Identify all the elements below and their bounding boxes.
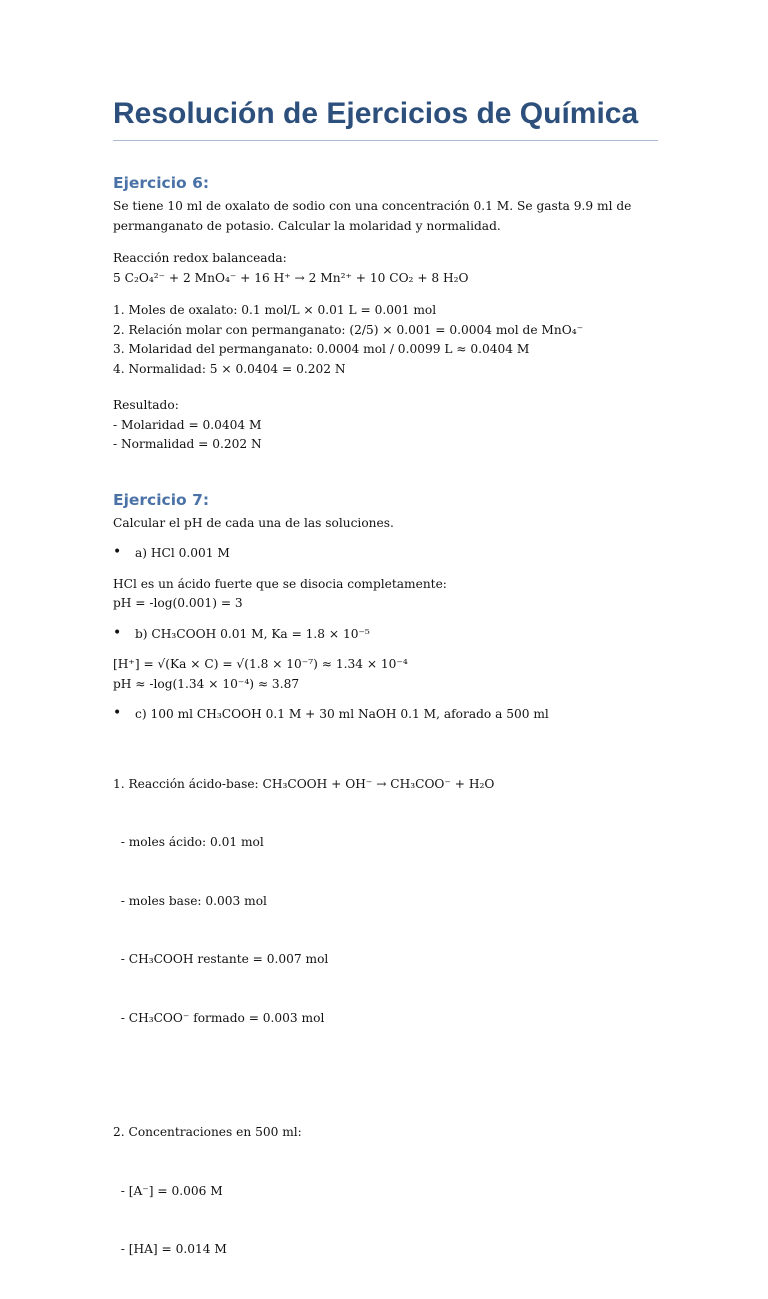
ejercicio-7-statement: Calcular el pH de cada una de las soluciones. [113, 515, 394, 530]
step-line: 4. Normalidad: 5 × 0.0404 = 0.202 N [113, 361, 346, 376]
page-title: Resolución de Ejercicios de Química [113, 94, 658, 141]
solution-line: [H⁺] = √(Ka × C) = √(1.8 × 10⁻⁷) ≈ 1.34 × 10⁻⁴ [113, 657, 408, 671]
part-a-solution [113, 575, 658, 614]
solution-line: - moles ácido: 0.01 mol [113, 835, 264, 849]
bullet-text: b) CH₃COOH 0.01 M, Ka = 1.8 × 10⁻⁵ [135, 626, 370, 641]
bullet-item-a [113, 544, 658, 564]
bullet-icon: • [113, 624, 122, 641]
document-page [113, 94, 658, 1299]
reaction-label: Reacción redox balanceada: [113, 251, 287, 265]
solution-line: 2. Concentraciones en 500 ml: [113, 1125, 302, 1139]
reaction-equation: 5 C₂O₄²⁻ + 2 MnO₄⁻ + 16 H⁺ → 2 Mn²⁺ + 10 CO₂ + 8 H₂O [113, 270, 469, 285]
bullet-item-b [113, 625, 658, 645]
result-line: - Normalidad = 0.202 N [113, 437, 262, 451]
result-line: - Molaridad = 0.0404 M [113, 417, 262, 432]
bullet-icon: • [113, 544, 122, 560]
ejercicio-6-steps [113, 301, 658, 379]
statement-line: Se tiene 10 ml de oxalato de sodio con una concentración 0.1 M. Se gasta 9.9 ml de [113, 199, 632, 213]
result-label: Resultado: [113, 398, 179, 412]
ejercicio-7-heading: Ejercicio 7: [113, 490, 210, 509]
bullet-text: a) HCl 0.001 M [135, 546, 230, 560]
part-b-solution [113, 655, 658, 694]
solution-line: - moles base: 0.003 mol [113, 893, 267, 908]
statement-line: permanganato de potasio. Calcular la molaridad y normalidad. [113, 218, 501, 233]
ejercicio-6-reaction [113, 249, 658, 288]
step-line: 2. Relación molar con permanganato: (2/5) × 0.001 = 0.0004 mol de MnO₄⁻ [113, 322, 584, 337]
ejercicio-6-statement [113, 197, 658, 236]
part-c-reaction [113, 736, 658, 1068]
step-line: 3. Molaridad del permanganato: 0.0004 mol / 0.0099 L ≈ 0.0404 M [113, 342, 530, 356]
bullet-text: c) 100 ml CH₃COOH 0.1 M + 30 ml NaOH 0.1 M, aforado a 500 ml [135, 707, 549, 721]
ejercicio-6-result [113, 396, 658, 455]
solution-line: - [HA] = 0.014 M [113, 1242, 227, 1256]
solution-line: 1. Reacción ácido-base: CH₃COOH + OH⁻ → CH₃COO⁻ + H₂O [113, 776, 495, 791]
bullet-icon: • [113, 705, 122, 721]
solution-line: - CH₃COOH restante = 0.007 mol [113, 952, 329, 966]
ejercicio-6-heading: Ejercicio 6: [113, 174, 210, 192]
part-c-concentrations [113, 1084, 658, 1299]
step-line: 1. Moles de oxalato: 0.1 mol/L × 0.01 L = 0.001 mol [113, 303, 437, 317]
solution-line: pH ≈ -log(1.34 × 10⁻⁴) ≈ 3.87 [113, 676, 300, 691]
solution-line: - [A⁻] = 0.006 M [113, 1183, 223, 1198]
solution-line: pH = -log(0.001) = 3 [113, 596, 243, 610]
solution-line: HCl es un ácido fuerte que se disocia completamente: [113, 576, 447, 591]
solution-line: - CH₃COO⁻ formado = 0.003 mol [113, 1010, 325, 1025]
bullet-item-c [113, 705, 658, 725]
